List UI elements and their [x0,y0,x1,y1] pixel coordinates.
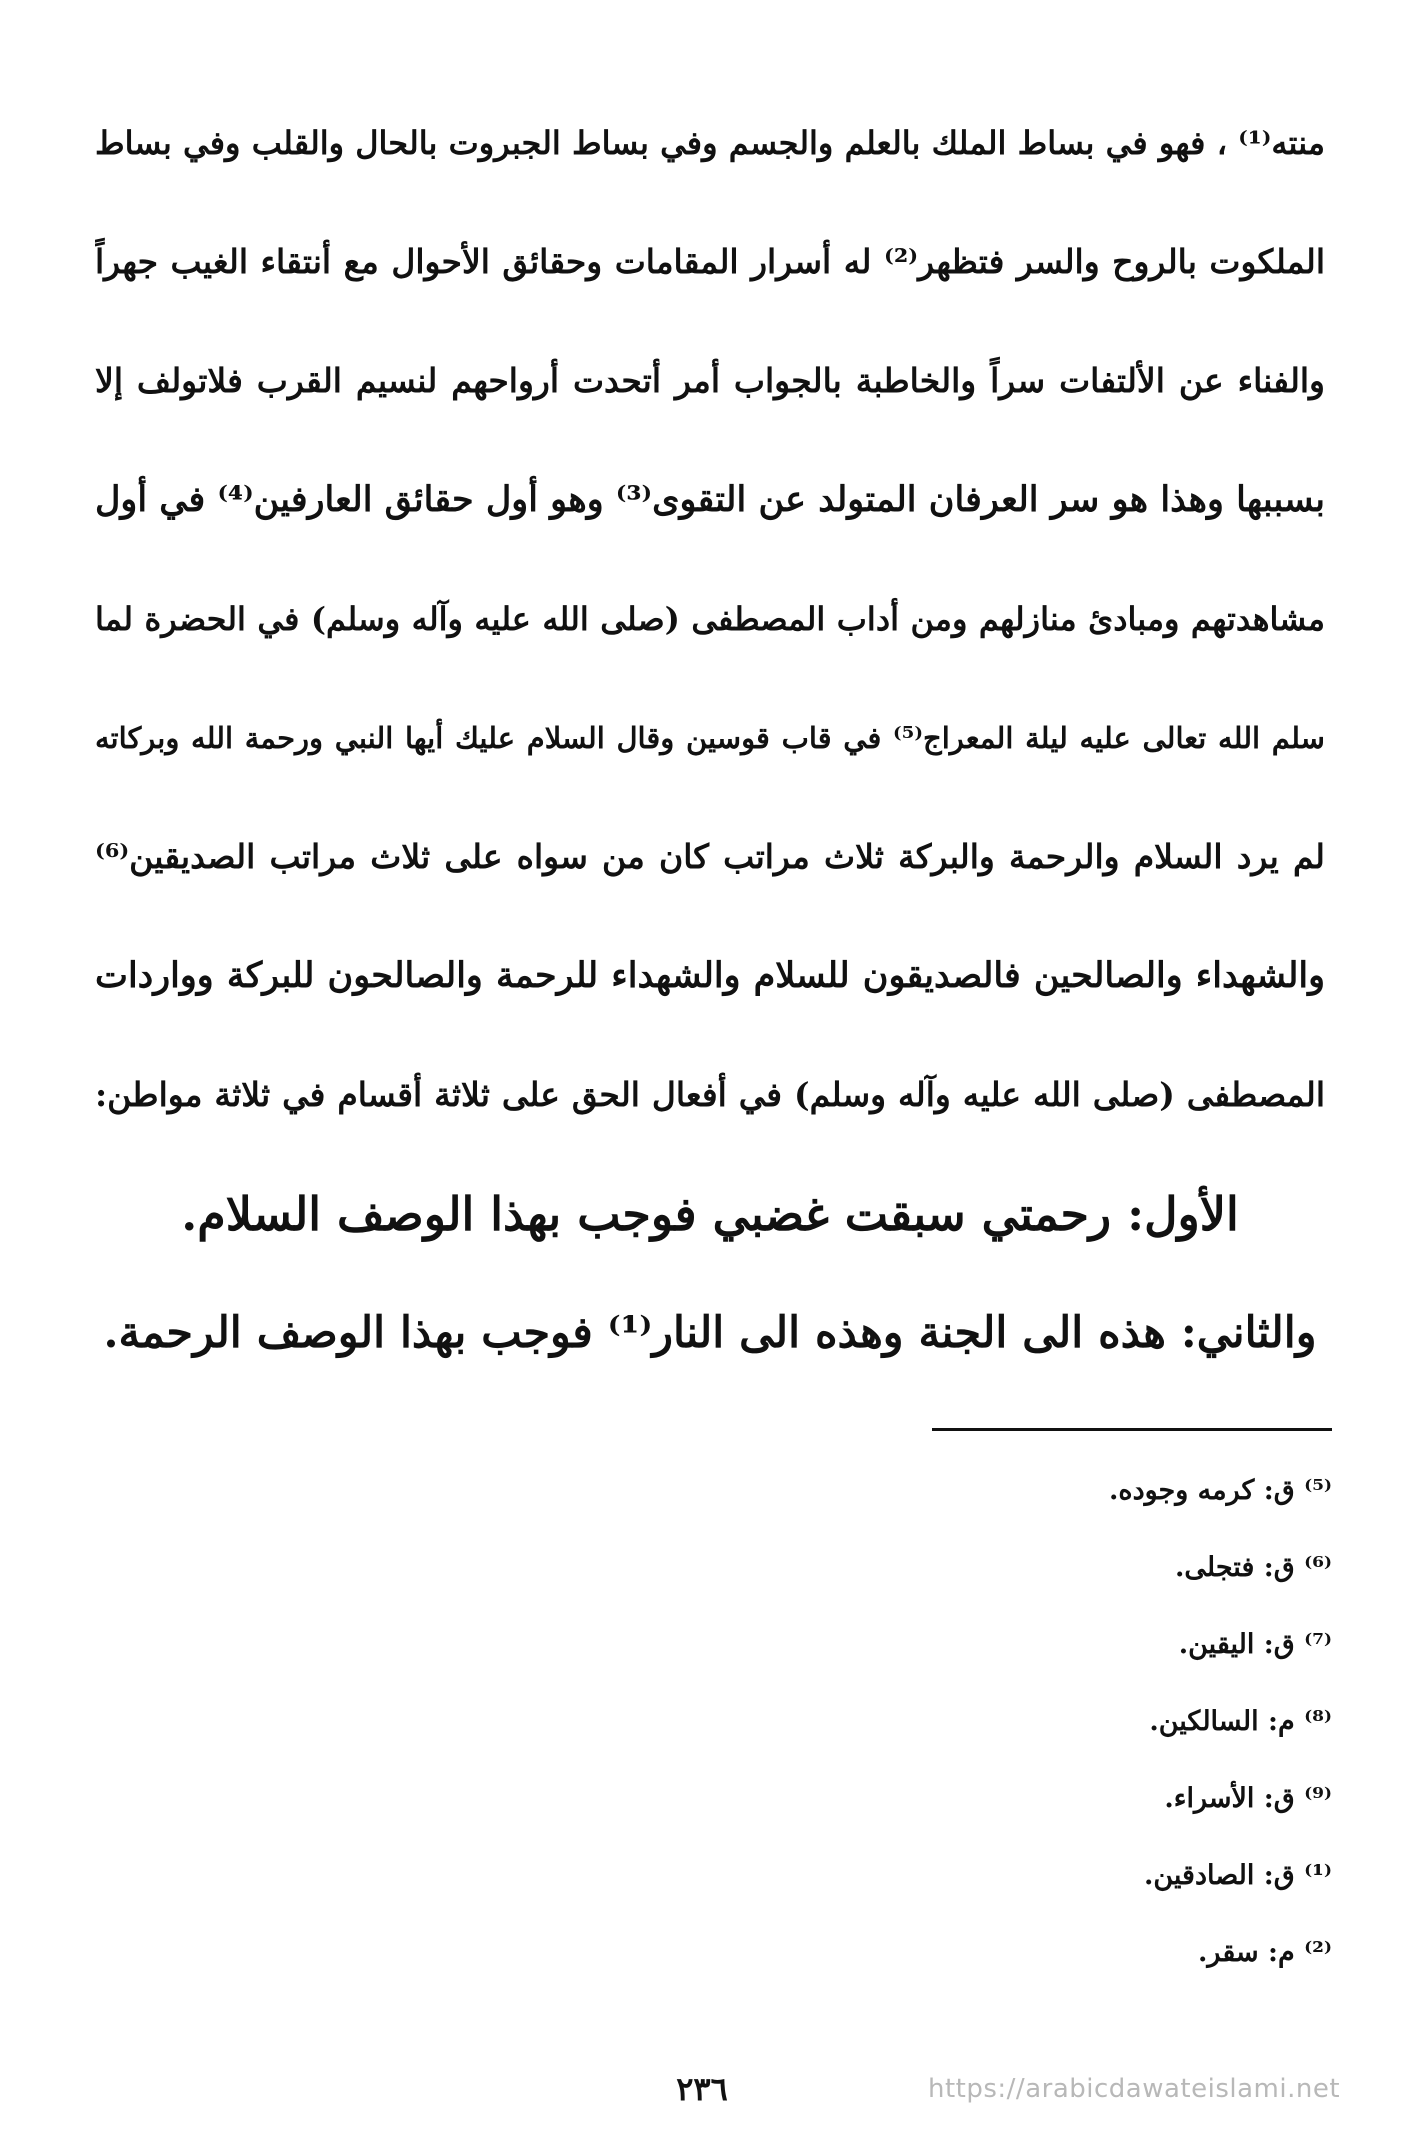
footnote-9: ⁽⁹⁾ ق: الأسراء. [1164,1783,1332,1814]
text-line-3: والفناء عن الألتفات سراً والخاطبة بالجواب أمر أتحدت أرواحهم لنسيم القرب فلاتولف إلا [95,361,1325,400]
source-watermark: https://arabicdawateislami.net [928,2074,1341,2104]
text-line-5: مشاهدتهم ومبادئ منازلهم ومن أداب المصطفى (صلى الله عليه وآله وسلم) في الحضرة لما [95,600,1325,638]
text-line-10: الأول: رحمتي سبقت غضبي فوجب بهذا الوصف السلام. [181,1187,1239,1241]
main-text-block [95,108,1325,1417]
text-line-7: لم يرد السلام والرحمة والبركة ثلاث مراتب كان من سواه على ثلاث مراتب الصديقين⁽⁶⁾ [95,837,1325,876]
footnote-8: ⁽⁸⁾ م: السالكين. [1149,1706,1332,1737]
footnote-1: ⁽¹⁾ ق: الصادقين. [1143,1860,1332,1891]
page-number: ٢٣٦ [676,2070,728,2108]
footnote-6: ⁽⁶⁾ ق: فتجلى. [1175,1552,1332,1583]
footnote-7: ⁽⁷⁾ ق: اليقين. [1178,1629,1332,1660]
text-line-6: سلم الله تعالى عليه ليلة المعراج⁽⁵⁾ في قاب قوسين وقال السلام عليك أيها النبي ورحمة الله وبركاته [95,721,1325,755]
text-line-9: المصطفى (صلى الله عليه وآله وسلم) في أفعال الحق على ثلاثة أقسام في ثلاثة مواطن: [95,1075,1325,1114]
footnote-5: ⁽⁵⁾ ق: كرمه وجوده. [1109,1475,1332,1506]
text-line-8: والشهداء والصالحين فالصديقون للسلام والشهداء للرحمة والصالحون للبركة وواردات [95,955,1325,996]
text-line-11: والثاني: هذه الى الجنة وهذه الى النار⁽¹⁾ فوجب بهذا الوصف الرحمة. [103,1308,1317,1358]
footnote-2: ⁽²⁾ م: سقر. [1198,1937,1332,1968]
text-line-1: منته⁽¹⁾ ، فهو في بساط الملك بالعلم والجسم وفي بساط الجبروت بالحال والقلب وفي بساط [95,124,1325,162]
text-line-4: بسببها وهذا هو سر العرفان المتولد عن التقوى⁽³⁾ وهو أول حقائق العارفين⁽⁴⁾ في أول [95,479,1325,520]
text-line-2: الملكوت بالروح والسر فتظهر⁽²⁾ له أسرار المقامات وحقائق الأحوال مع أنتقاء الغيب جهراً [95,242,1325,281]
footnote-separator [932,1428,1332,1431]
footnotes-block [732,1466,1332,2005]
